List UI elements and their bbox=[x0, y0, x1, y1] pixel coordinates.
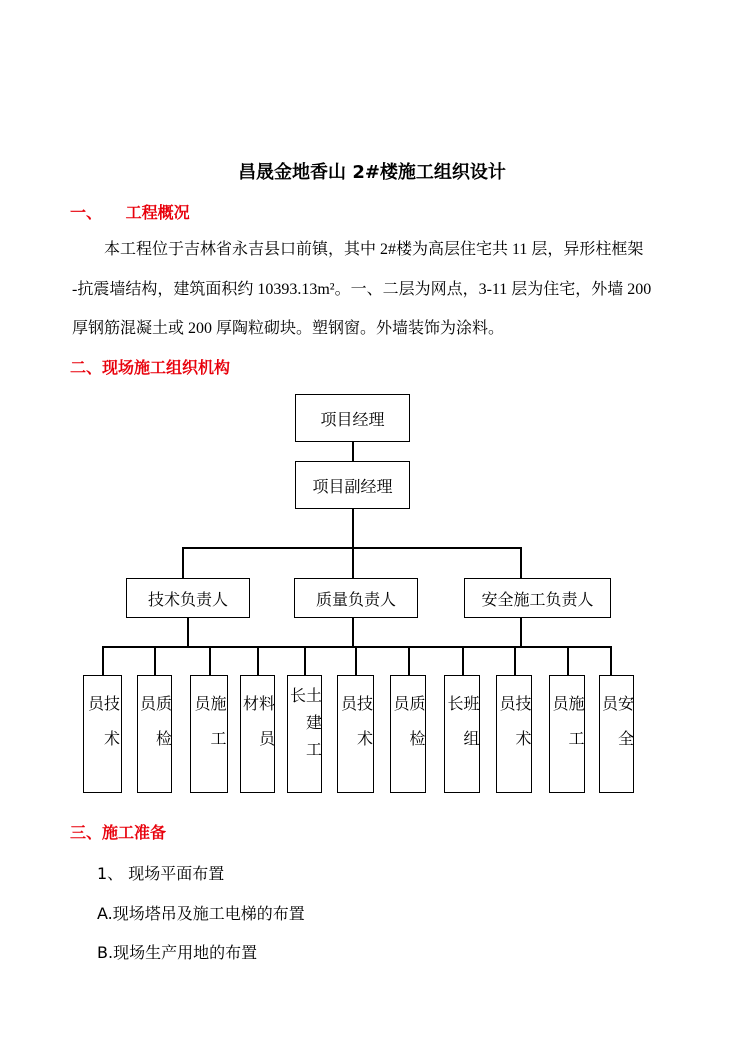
connector bbox=[520, 617, 522, 647]
org-box-staff bbox=[240, 675, 275, 793]
list-item: 1、 现场平面布置 bbox=[97, 864, 225, 883]
org-box-staff bbox=[137, 675, 172, 793]
connector bbox=[355, 646, 357, 675]
connector bbox=[182, 547, 184, 578]
org-box-deputy-manager: 项目副经理 bbox=[295, 461, 410, 509]
org-box-staff bbox=[444, 675, 480, 793]
connector bbox=[154, 646, 156, 675]
connector bbox=[209, 646, 211, 675]
connector bbox=[514, 646, 516, 675]
connector bbox=[408, 646, 410, 675]
staff-label: 技术员 bbox=[497, 695, 532, 765]
org-box-project-manager: 项目经理 bbox=[295, 394, 410, 442]
connector bbox=[103, 646, 611, 648]
staff-label: 施工员 bbox=[192, 695, 227, 765]
section1-number: 一、 bbox=[70, 203, 103, 222]
staff-label: 技术员 bbox=[338, 695, 374, 765]
connector bbox=[304, 646, 306, 675]
document-title: 昌晟金地香山 2#楼施工组织设计 bbox=[238, 162, 506, 183]
staff-label: 班组长 bbox=[445, 695, 480, 765]
connector bbox=[352, 617, 354, 647]
org-box-staff bbox=[337, 675, 374, 793]
section1-heading bbox=[70, 200, 190, 223]
body-line-3: 厚钢筋混凝土或 200 厚陶粒砌块。塑钢窗。外墙装饰为涂料。 bbox=[72, 320, 505, 337]
section2-heading: 二、现场施工组织机构 bbox=[70, 358, 231, 377]
org-box-staff bbox=[190, 675, 228, 793]
connector bbox=[520, 547, 522, 578]
org-box-staff bbox=[549, 675, 585, 793]
section1-title: 工程概况 bbox=[125, 203, 190, 222]
staff-label: 质检员 bbox=[137, 695, 173, 765]
org-box-staff bbox=[287, 675, 322, 793]
connector bbox=[102, 646, 104, 675]
body-line-2: -抗震墙结构，建筑面积约 10393.13m²。一、二层为网点，3-11 层为住宅，外墙 200 bbox=[72, 281, 652, 298]
connector bbox=[187, 617, 189, 647]
org-box-technical-lead: 技术负责人 bbox=[126, 578, 250, 618]
list-item: B.现场生产用地的布置 bbox=[97, 943, 258, 962]
staff-label: 土建工长 bbox=[287, 687, 323, 768]
org-box-quality-lead: 质量负责人 bbox=[294, 578, 418, 618]
org-box-staff bbox=[390, 675, 426, 793]
staff-label: 技术员 bbox=[85, 695, 121, 765]
org-box-staff bbox=[83, 675, 122, 793]
staff-label: 质检员 bbox=[391, 695, 426, 765]
connector bbox=[257, 646, 259, 675]
connector bbox=[462, 646, 464, 675]
staff-label: 施工员 bbox=[550, 695, 585, 765]
section3-heading: 三、施工准备 bbox=[70, 823, 167, 842]
connector bbox=[352, 441, 354, 461]
org-box-safety-lead: 安全施工负责人 bbox=[464, 578, 611, 618]
org-box-staff bbox=[599, 675, 634, 793]
list-item: A.现场塔吊及施工电梯的布置 bbox=[97, 904, 305, 923]
body-line-1: 本工程位于吉林省永吉县口前镇，其中 2#楼为高层住宅共 11 层，异形柱框架 bbox=[104, 241, 644, 258]
connector bbox=[182, 547, 521, 549]
staff-label: 料员材 bbox=[240, 695, 276, 765]
connector bbox=[567, 646, 569, 675]
staff-label: 安全员 bbox=[599, 695, 635, 765]
connector bbox=[610, 646, 612, 675]
org-box-staff bbox=[496, 675, 532, 793]
connector bbox=[352, 509, 354, 578]
